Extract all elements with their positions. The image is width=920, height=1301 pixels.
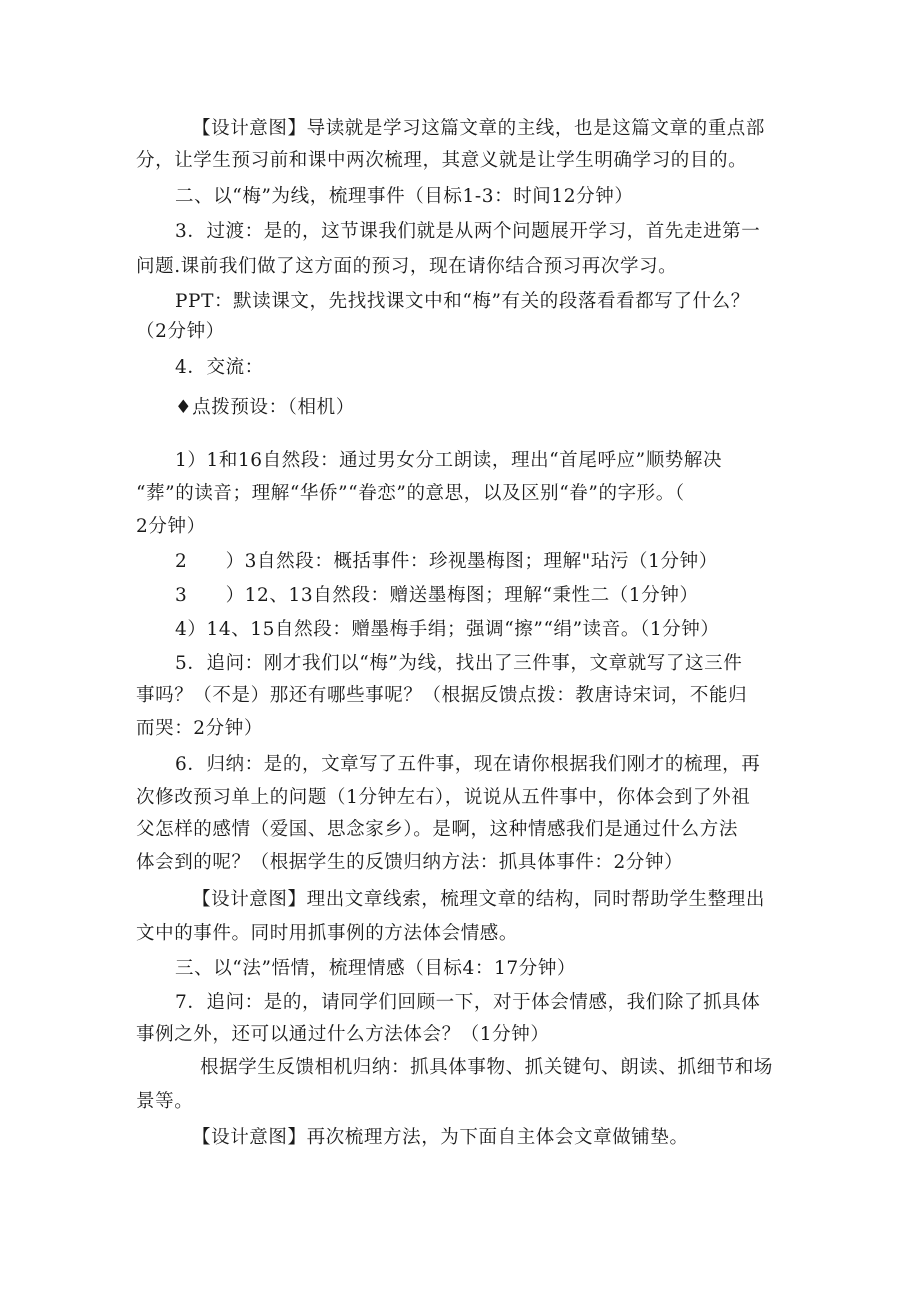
paragraph-line: “葬”的读音；理解“华侨”“眷恋”的意思，以及区别“眷”的字形。（ bbox=[136, 483, 685, 504]
paragraph-line: 3．过渡：是的，这节课我们就是从两个问题展开学习，首先走进第一 bbox=[175, 221, 761, 242]
paragraph-line: 事吗？（不是）那还有哪些事呢？（根据反馈点拨：教唐诗宋词，不能归 bbox=[136, 685, 748, 706]
paragraph-line: 文中的事件。同时用抓事例的方法体会情感。 bbox=[136, 923, 519, 944]
paragraph-line: 父怎样的感情（爱国、思念家乡）。是啊，这种情感我们是通过什么方法 bbox=[136, 819, 738, 840]
paragraph-line: 4．交流： bbox=[175, 357, 264, 378]
paragraph-line: 6．归纳：是的，文章写了五件事，现在请你根据我们刚才的梳理，再 bbox=[175, 754, 761, 775]
paragraph-line: 事例之外，还可以通过什么方法体会？（1分钟） bbox=[136, 1024, 550, 1045]
list-item: 1）1和16自然段：通过男女分工朗读，理出“首尾呼应”顺势解决 bbox=[175, 450, 723, 471]
paragraph-line: 分，让学生预习前和课中两次梳理，其意义就是让学生明确学习的目的。 bbox=[136, 150, 748, 171]
paragraph-line: 景等。 bbox=[136, 1091, 194, 1112]
paragraph-line: 【设计意图】导读就是学习这篇文章的主线，也是这篇文章的重点部 bbox=[192, 118, 766, 139]
paragraph-line: 根据学生反馈相机归纳：抓具体事物、抓关键句、朗读、抓细节和场 bbox=[200, 1057, 774, 1078]
paragraph-line: 2分钟） bbox=[136, 516, 206, 537]
list-item: 2 ）3自然段：概括事件：珍视墨梅图；理解"玷污（1分钟） bbox=[175, 551, 718, 572]
paragraph-line: 问题.课前我们做了这方面的预习，现在请你结合预习再次学习。 bbox=[136, 256, 678, 277]
section-heading: 三、以“法”悟情，梳理情感（目标4：17分钟） bbox=[175, 958, 577, 979]
paragraph-line: PPT：默读课文，先找找课文中和“梅”有关的段落看看都写了什么？ bbox=[175, 291, 750, 312]
paragraph-line: 7．追问：是的，请同学们回顾一下，对于体会情感，我们除了抓具体 bbox=[175, 992, 761, 1013]
paragraph-line: 次修改预习单上的问题（1分钟左右），说说从五件事中，你体会到了外祖 bbox=[136, 787, 751, 808]
paragraph-line: 【设计意图】再次梳理方法，为下面自主体会文章做铺垫。 bbox=[192, 1127, 689, 1148]
list-item: 4）14、15自然段：赠墨梅手绢；强调“擦”“绢”读音。（1分钟） bbox=[175, 619, 720, 640]
paragraph-line: 体会到的呢？（根据学生的反馈归纳方法：抓具体事件：2分钟） bbox=[136, 852, 684, 873]
paragraph-line: （2分钟） bbox=[136, 321, 225, 342]
section-heading: 二、以“梅”为线，梳理事件（目标1-3：时间12分钟） bbox=[175, 186, 634, 207]
paragraph-line: 【设计意图】理出文章线索，梳理文章的结构，同时帮助学生整理出 bbox=[192, 889, 766, 910]
list-item: 3 ）12、13自然段：赠送墨梅图；理解“秉性二（1分钟） bbox=[175, 585, 699, 606]
paragraph-line: 而哭：2分钟） bbox=[136, 718, 263, 739]
paragraph-line: 5．追问：刚才我们以“梅”为线，找出了三件事，文章就写了这三件 bbox=[175, 653, 743, 674]
paragraph-line: ♦点拨预设：（相机） bbox=[175, 397, 355, 418]
